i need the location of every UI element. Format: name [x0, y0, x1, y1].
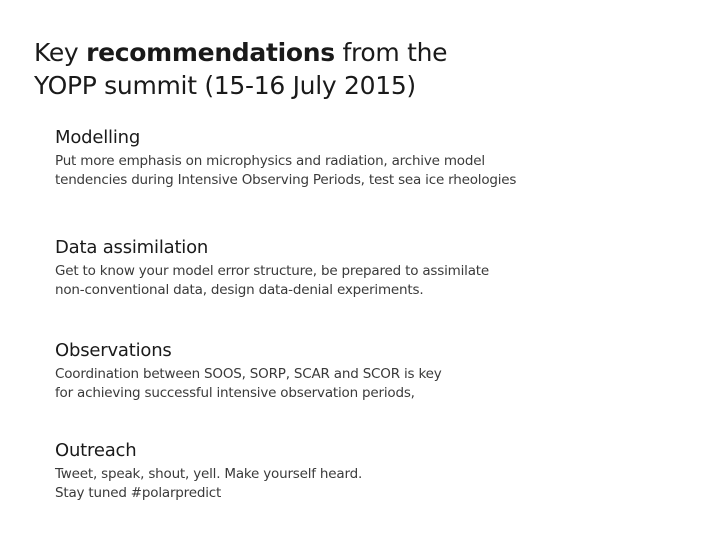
- body-line: Stay tuned #polarpredict: [55, 485, 222, 501]
- section-body: [55, 262, 695, 300]
- title-text-end: from the: [334, 38, 448, 67]
- section-outreach: [55, 440, 695, 503]
- title-line-2: YOPP summit (15-16 July 2015): [34, 71, 416, 100]
- body-line: for achieving successful intensive observation periods,: [55, 385, 415, 401]
- title-emphasis: recommendations: [86, 38, 335, 67]
- slide-title: [34, 36, 447, 102]
- section-heading: Data assimilation: [55, 237, 209, 258]
- body-line: tendencies during Intensive Observing Periods, test sea ice rheologies: [55, 172, 517, 188]
- section-observations: [55, 340, 695, 403]
- section-body: [55, 152, 695, 190]
- section-data-assimilation: [55, 237, 695, 300]
- section-heading: Outreach: [55, 440, 137, 461]
- section-modelling: [55, 127, 695, 190]
- body-line: Tweet, speak, shout, yell. Make yourself heard.: [55, 466, 363, 482]
- body-line: Get to know your model error structure, be prepared to assimilate: [55, 263, 489, 279]
- body-line: Put more emphasis on microphysics and radiation, archive model: [55, 153, 485, 169]
- body-line: non-conventional data, design data-denial experiments.: [55, 282, 424, 298]
- title-text-start: Key: [34, 38, 87, 67]
- section-heading: Observations: [55, 340, 172, 361]
- section-body: [55, 365, 695, 403]
- section-heading: Modelling: [55, 127, 141, 148]
- body-line: Coordination between SOOS, SORP, SCAR and SCOR is key: [55, 366, 442, 382]
- section-body: [55, 465, 695, 503]
